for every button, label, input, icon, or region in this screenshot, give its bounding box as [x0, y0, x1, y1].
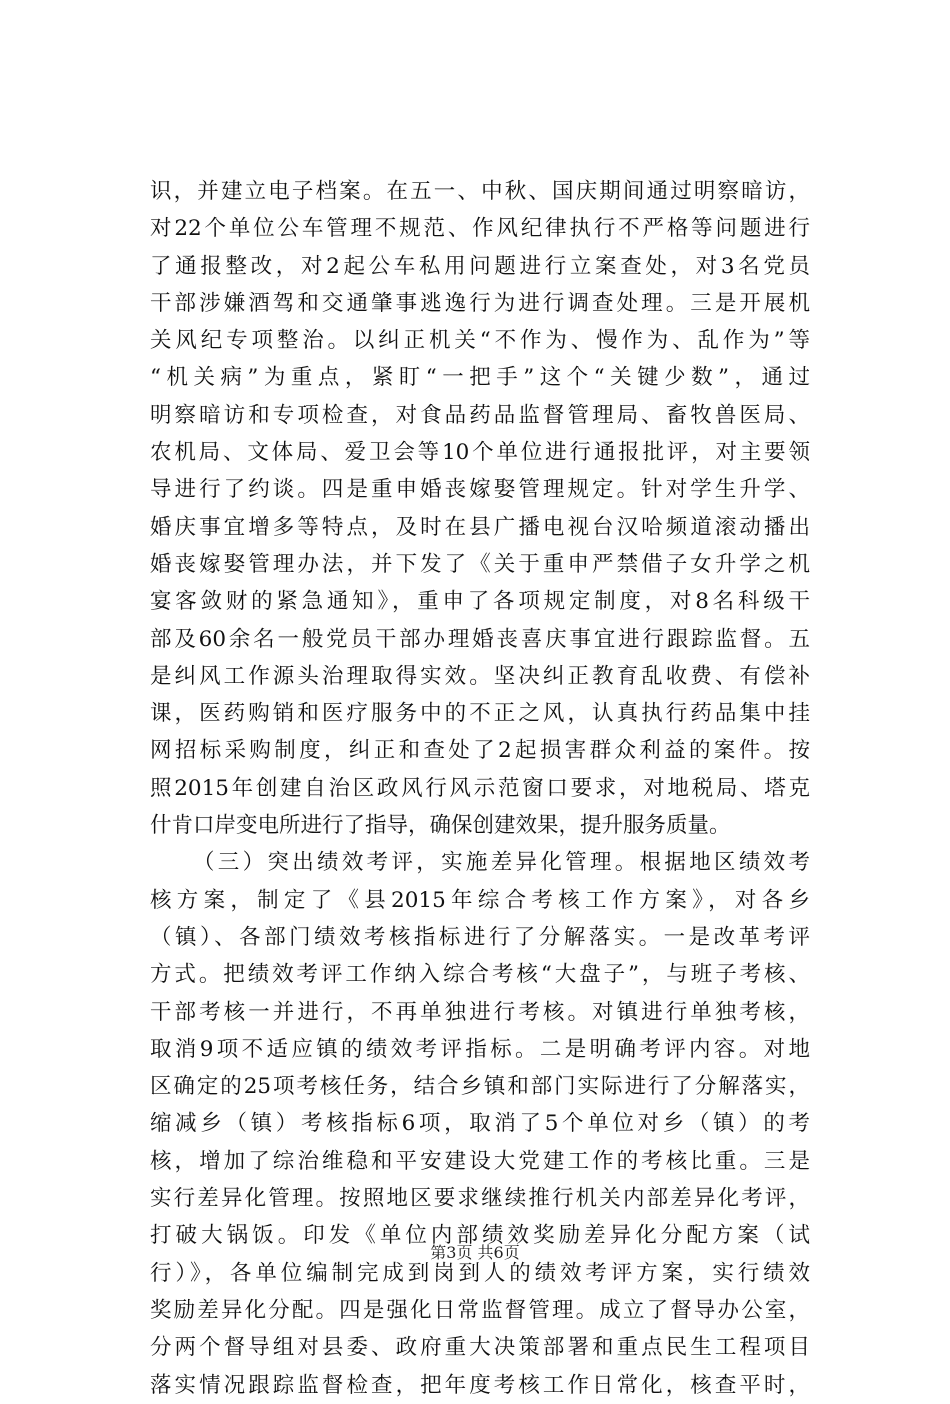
text-line: 关风纪专项整治。以纠正机关“不作为、慢作为、乱作为”等	[150, 328, 810, 354]
text-line: 区确定的25项考核任务，结合乡镇和部门实际进行了分解落实，	[150, 1074, 810, 1100]
text-line: 照2015年创建自治区政风行风示范窗口要求，对地税局、塔克	[150, 775, 810, 801]
text-line: （镇）、各部门绩效考核指标进行了分解落实。一是改革考评	[150, 924, 810, 950]
text-line: 课，医药购销和医疗服务中的不正之风，认真执行药品集中挂	[150, 701, 810, 727]
text-line: 农机局、文体局、爱卫会等10个单位进行通报批评，对主要领	[150, 440, 810, 466]
text-line: 了通报整改，对2起公车私用问题进行立案查处，对3名党员	[150, 253, 810, 279]
text-line: 奖励差异化分配。四是强化日常监督管理。成立了督导办公室，	[150, 1297, 810, 1323]
text-line: 核方案，制定了《县2015年综合考核工作方案》，对各乡	[150, 887, 810, 913]
text-line: 取消9项不适应镇的绩效考评指标。二是明确考评内容。对地	[150, 1036, 810, 1062]
text-line: 行）》，各单位编制完成到岗到人的绩效考评方案，实行绩效	[150, 1260, 810, 1286]
text-line: “机关病”为重点，紧盯“一把手”这个“关键少数”，通过	[150, 365, 810, 391]
text-line: 是纠风工作源头治理取得实效。坚决纠正教育乱收费、有偿补	[150, 663, 810, 689]
text-line: 宴客敛财的紧急通知》，重申了各项规定制度，对8名科级干	[150, 589, 810, 615]
text-line: 落实情况跟踪监督检查，把年度考核工作日常化，核查平时，	[150, 1372, 810, 1398]
page-footer	[0, 1243, 950, 1263]
text-line: 婚庆事宜增多等特点，及时在县广播电视台汉哈频道滚动播出	[150, 514, 810, 540]
text-line: 打破大锅饭。印发《单位内部绩效奖励差异化分配方案（试	[150, 1223, 810, 1249]
text-line: 婚丧嫁娶管理办法，并下发了《关于重申严禁借子女升学之机	[150, 551, 810, 577]
text-line: 干部涉嫌酒驾和交通肇事逃逸行为进行调查处理。三是开展机	[150, 290, 810, 316]
text-line: 缩减乡（镇）考核指标6项，取消了5个单位对乡（镇）的考	[150, 1111, 810, 1137]
paragraph-start-line: （三）突出绩效考评，实施差异化管理。根据地区绩效考	[193, 850, 810, 876]
text-line: 识，并建立电子档案。在五一、中秋、国庆期间通过明察暗访，	[150, 179, 810, 204]
text-line: 导进行了约谈。四是重申婚丧嫁娶管理规定。针对学生升学、	[150, 477, 810, 503]
text-line: 干部考核一并进行，不再单独进行考核。对镇进行单独考核，	[150, 999, 810, 1025]
text-line: 核，增加了综治维稳和平安建设大党建工作的考核比重。三是	[150, 1148, 810, 1174]
text-line: 方式。把绩效考评工作纳入综合考核“大盘子”，与班子考核、	[150, 962, 810, 988]
body-text	[150, 173, 810, 1404]
page-number-label: 第3页 共6页	[430, 1243, 520, 1262]
text-line: 什肯口岸变电所进行了指导，确保创建效果，提升服务质量。	[150, 813, 731, 839]
text-line: 网招标采购制度，纠正和查处了2起损害群众利益的案件。按	[150, 738, 810, 764]
text-line: 部及60余名一般党员干部办理婚丧喜庆事宜进行跟踪监督。五	[150, 626, 810, 652]
text-line: 分两个督导组对县委、政府重大决策部署和重点民生工程项目	[150, 1335, 810, 1361]
text-line: 明察暗访和专项检查，对食品药品监督管理局、畜牧兽医局、	[150, 402, 810, 428]
text-line: 对22个单位公车管理不规范、作风纪律执行不严格等问题进行	[150, 216, 810, 242]
text-line: 实行差异化管理。按照地区要求继续推行机关内部差异化考评，	[150, 1186, 810, 1212]
